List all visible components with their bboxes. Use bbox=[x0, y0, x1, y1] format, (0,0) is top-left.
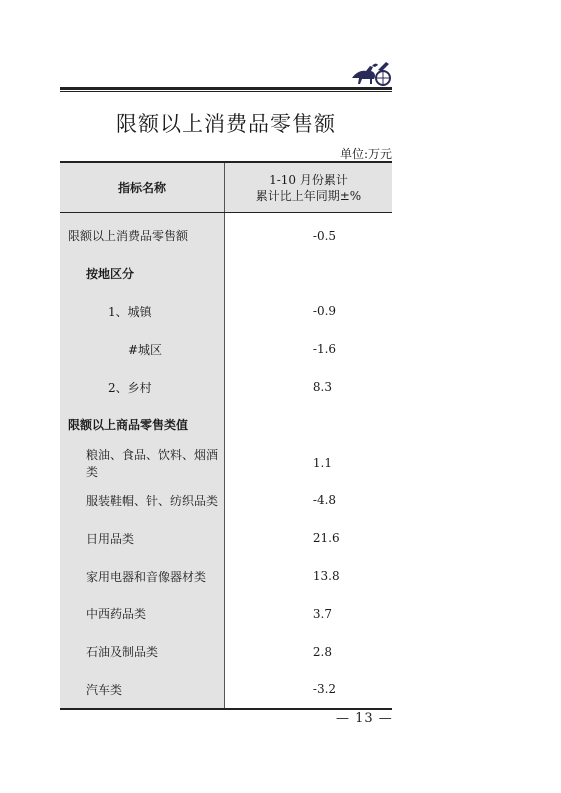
row-label: 汽车类 bbox=[60, 671, 224, 710]
row-value: 8.3 bbox=[312, 380, 332, 395]
page-title: 限额以上消费品零售额 bbox=[116, 112, 336, 136]
unit-label: 单位:万元 bbox=[339, 147, 392, 161]
table-row bbox=[60, 293, 392, 331]
header-rule-thick bbox=[60, 87, 392, 90]
table-header-row bbox=[60, 162, 392, 213]
row-label: 粮油、食品、饮料、烟酒类 bbox=[60, 444, 224, 482]
retail-sales-table bbox=[60, 161, 392, 710]
header-cumulative-change bbox=[224, 162, 392, 213]
table-row bbox=[60, 595, 392, 633]
table-row bbox=[60, 213, 392, 255]
row-label: 中西药品类 bbox=[60, 595, 224, 633]
table-row bbox=[60, 444, 392, 482]
row-value: 1.1 bbox=[312, 455, 332, 470]
row-value: 21.6 bbox=[312, 531, 340, 546]
table-row bbox=[60, 368, 392, 406]
row-value: 3.7 bbox=[312, 606, 332, 621]
row-label: 2、乡村 bbox=[60, 368, 224, 406]
row-label: 限额以上商品零售类值 bbox=[60, 406, 224, 444]
row-label: 石油及制品类 bbox=[60, 633, 224, 671]
row-label: 服装鞋帽、针、纺织品类 bbox=[60, 482, 224, 520]
header-indicator-name: 指标名称 bbox=[60, 162, 224, 213]
row-value bbox=[224, 406, 392, 444]
header-col2-line1: 1-10 月份累计 bbox=[269, 172, 348, 187]
header-col2-line2: 累计比上年同期±% bbox=[255, 188, 362, 203]
table-row bbox=[60, 482, 392, 520]
header-rule-thin bbox=[60, 91, 392, 92]
table-row bbox=[60, 671, 392, 710]
row-label: 家用电器和音像器材类 bbox=[60, 557, 224, 595]
table-row bbox=[60, 633, 392, 671]
row-value: -4.8 bbox=[312, 493, 337, 508]
row-label: 按地区分 bbox=[60, 255, 224, 293]
table-row bbox=[60, 330, 392, 368]
row-value: 2.8 bbox=[312, 644, 332, 659]
row-label: 1、城镇 bbox=[60, 293, 224, 331]
table-row bbox=[60, 557, 392, 595]
row-value: -1.6 bbox=[312, 342, 337, 357]
table-row bbox=[60, 255, 392, 293]
row-label: 限额以上消费品零售额 bbox=[60, 213, 224, 255]
row-value: -0.5 bbox=[312, 228, 337, 243]
row-label: 日用品类 bbox=[60, 519, 224, 557]
row-value: -3.2 bbox=[224, 671, 392, 710]
row-label: #城区 bbox=[60, 330, 224, 368]
page-number: — 13 — bbox=[336, 711, 393, 726]
row-value: -0.9 bbox=[312, 304, 337, 319]
table-row bbox=[60, 406, 392, 444]
table-row bbox=[60, 519, 392, 557]
horse-chariot-logo-icon bbox=[348, 58, 394, 88]
row-value: 13.8 bbox=[312, 569, 340, 584]
row-value bbox=[224, 255, 392, 293]
